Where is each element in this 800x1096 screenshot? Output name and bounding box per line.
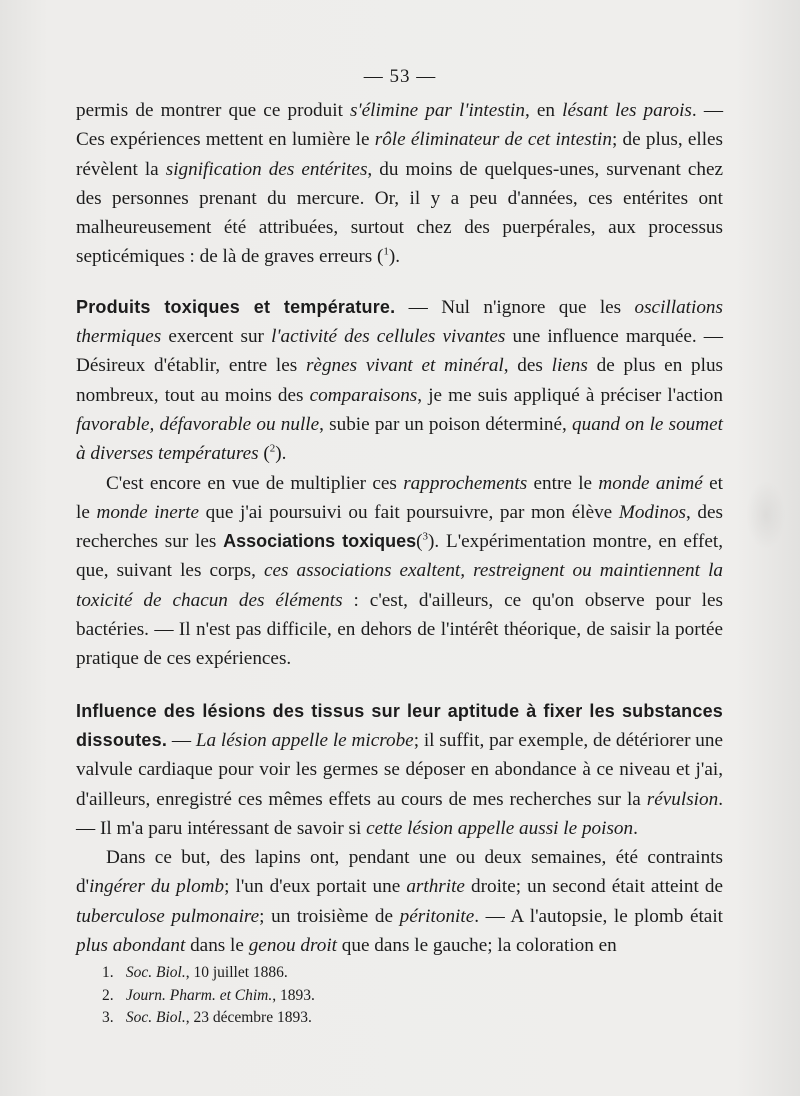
section-heading-lesions: Influence des lésions des tissus sur leur aptitude à fixer les substances dissoutes. — [76, 700, 723, 750]
section-heading-temperature: Produits toxiques et température. — [76, 296, 396, 317]
body-text — [76, 96, 723, 960]
footnote-ref[interactable]: 1 — [383, 246, 389, 259]
footnote-2: 2. Journ. Pharm. et Chim., 1893. — [102, 986, 315, 1004]
inline-heading-associations: Associations toxiques — [223, 531, 417, 552]
footnote-3: 3. Soc. Biol., 23 décembre 1893. — [102, 1009, 312, 1026]
paragraph-lead-experiment: Dans ce but, des lapins ont, pendant une ou deux semaines, été contraints d'ingérer du plomb; l'un d'eux portait une arthrite droite; un second était atteint de tuberculose pulmonaire; un troisième de péritonite. — A l'autopsie, le plomb était plus abondant dans le genou droit que dans le gauche; la coloration en — [76, 847, 723, 957]
paragraph-associations: C'est encore en vue de multiplier ces rapprochements entre le monde animé et le monde inerte que j'ai poursuivi ou fait poursuivre, par mon élève Modinos, des recherches sur les Associations toxiques($^3$). L'expérimentation montre, en effet, que, suivant les corps, ces associations exaltent, restreignent ou maintiennent la toxicité de chacun des éléments : c'est, d'ailleurs, ce qu'on observe pour les bactéries. — Il n'est pas difficile, en dehors de l'intérêt théorique, de saisir la portée pratique de ces expériences. — [76, 472, 724, 670]
page-number: — 53 — — [363, 66, 437, 87]
footnote-divider — [76, 956, 723, 957]
paragraph-continuation: permis de montrer que ce produit s'élimine par l'intestin, en lésant les parois. — Ces expériences mettent en lumière le rôle éliminateur de cet intestin; de plus, elles révèlent la signification des entérites, du moins de quelques-unes, survenant chez des personnes prenant du mercure. Or, il y a peu d'années, ces entérites ont malheureusement été attribuées, surtout chez des puerpérales, aux processus septicémiques : de là de graves erreurs ($^1$). — [76, 100, 724, 268]
footnotes — [102, 962, 702, 1030]
footnote-ref[interactable]: 2 — [269, 442, 276, 455]
section-temperature: Produits toxiques et température. — Nul n'ignore que les oscillations thermiques exercent sur l'activité des cellules vivantes une influence marquée. — Désireux d'établir, entre les règnes vivant et minéral, des liens de plus en plus nombreux, tout au moins des comparaisons, je me suis appliqué à préciser l'action favorable, défavorable ou nulle, subie par un poison déterminé, quand on le soumet à diverses températures ($^2$). — [76, 296, 724, 465]
section-lesions: Influence des lésions des tissus sur leur aptitude à fixer les substances dissoutes. — La lésion appelle le microbe; il suffit, par exemple, de détériorer une valvule cardiaque pour voir les germes se déposer en abondance à ce niveau et j'ai, d'ailleurs, enregistré ces mêmes effets au cours de mes recherches sur la révulsion. — Il m'a paru intéressant de savoir si cette lésion appelle aussi le poison. — [76, 700, 723, 839]
paper-stain — [746, 480, 786, 550]
footnote-ref[interactable]: 3 — [422, 530, 429, 543]
footnote-1: 1. Soc. Biol., 10 juillet 1886. — [102, 964, 288, 981]
